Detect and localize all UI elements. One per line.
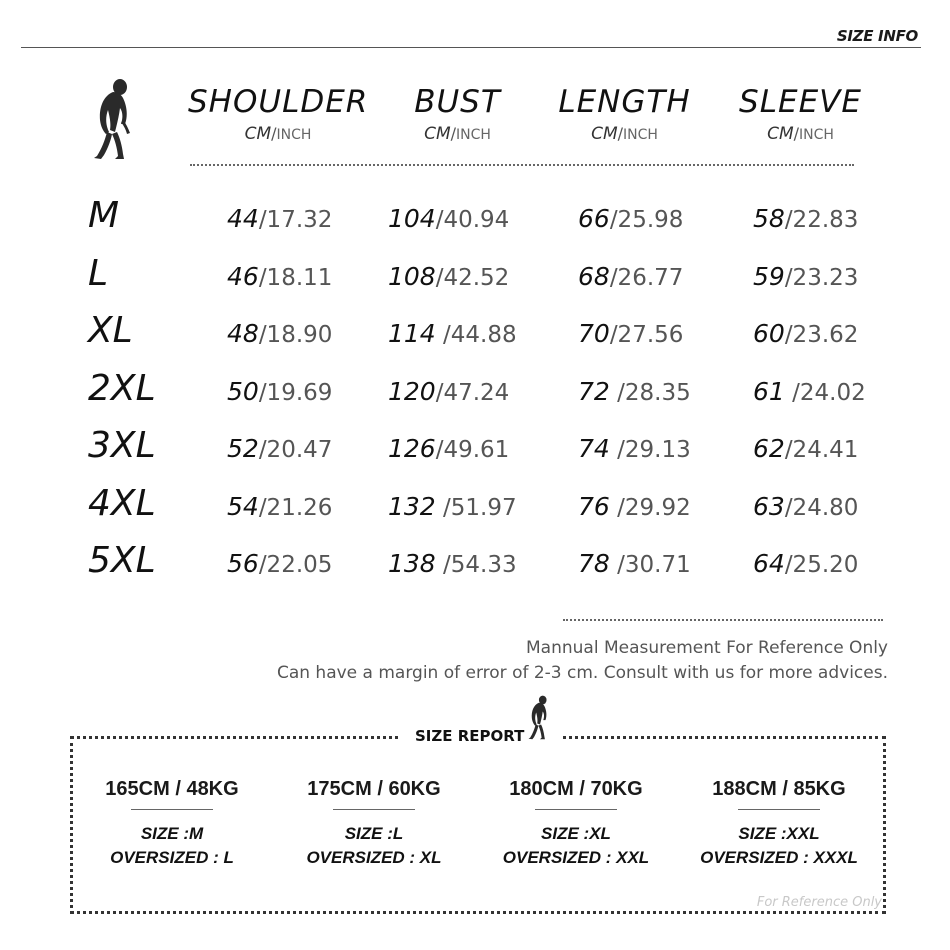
ape-figure-icon xyxy=(93,78,137,162)
cell-sleeve: 64/25.20 xyxy=(753,549,859,578)
size-label: XL xyxy=(88,310,133,351)
oversized-size: OVERSIZED : XL xyxy=(306,848,442,867)
size-report-title: SIZE REPORT xyxy=(415,727,525,745)
column-header-sleeve xyxy=(728,84,873,144)
underline xyxy=(131,809,213,810)
column-name: SLEEVE xyxy=(739,84,862,120)
size-label: M xyxy=(88,195,120,236)
height-weight: 188CM / 85KG xyxy=(712,778,846,800)
size-report-item xyxy=(684,778,874,870)
size-report-item xyxy=(279,778,469,870)
recommended-size: SIZE :XL xyxy=(541,824,611,843)
measurement-note: Mannual Measurement For Reference Only xyxy=(526,638,888,658)
ape-figure-icon xyxy=(528,694,552,742)
cell-length: 74 /29.13 xyxy=(578,434,691,463)
cell-shoulder: 56/22.05 xyxy=(227,549,333,578)
column-header-length xyxy=(552,84,697,144)
cell-sleeve: 60/23.62 xyxy=(753,319,859,348)
cell-length: 66/25.98 xyxy=(578,204,684,233)
cell-bust: 104/40.94 xyxy=(388,204,510,233)
oversized-size: OVERSIZED : XXXL xyxy=(700,848,858,867)
reference-footnote: For Reference Only xyxy=(756,895,882,910)
size-label: 2XL xyxy=(88,368,156,409)
cell-bust: 120/47.24 xyxy=(388,377,510,406)
column-unit: CM/INCH xyxy=(244,124,312,144)
cell-length: 72 /28.35 xyxy=(578,377,691,406)
underline xyxy=(738,809,820,810)
oversized-size: OVERSIZED : L xyxy=(110,848,234,867)
cell-bust: 108/42.52 xyxy=(388,262,510,291)
recommended-size: SIZE :XXL xyxy=(738,824,820,843)
column-name: SHOULDER xyxy=(188,84,369,120)
underline xyxy=(333,809,415,810)
size-report-item xyxy=(77,778,267,870)
cell-bust: 138 /54.33 xyxy=(388,549,517,578)
margin-of-error-note: Can have a margin of error of 2-3 cm. Consult with us for more advices. xyxy=(276,663,888,683)
underline xyxy=(535,809,617,810)
cell-sleeve: 59/23.23 xyxy=(753,262,859,291)
header-dotted-divider xyxy=(190,164,854,166)
height-weight: 180CM / 70KG xyxy=(509,778,643,800)
cell-length: 78 /30.71 xyxy=(578,549,691,578)
cell-shoulder: 44/17.32 xyxy=(227,204,333,233)
size-label: 4XL xyxy=(88,483,156,524)
cell-bust: 126/49.61 xyxy=(388,434,510,463)
notes-dotted-divider xyxy=(563,619,883,621)
cell-shoulder: 48/18.90 xyxy=(227,319,333,348)
column-unit: CM/INCH xyxy=(767,124,834,144)
size-info-title: SIZE INFO xyxy=(836,27,918,45)
column-name: BUST xyxy=(414,84,501,120)
cell-sleeve: 63/24.80 xyxy=(753,492,859,521)
column-header-shoulder xyxy=(188,84,368,144)
size-label: 3XL xyxy=(88,425,156,466)
cell-shoulder: 50/19.69 xyxy=(227,377,333,406)
cell-sleeve: 62/24.41 xyxy=(753,434,859,463)
cell-length: 68/26.77 xyxy=(578,262,684,291)
cell-bust: 114 /44.88 xyxy=(388,319,517,348)
cell-shoulder: 46/18.11 xyxy=(227,262,333,291)
size-label: L xyxy=(88,253,109,294)
column-unit: CM/INCH xyxy=(591,124,658,144)
oversized-size: OVERSIZED : XXL xyxy=(502,848,650,867)
recommended-size: SIZE :M xyxy=(140,824,204,843)
height-weight: 175CM / 60KG xyxy=(307,778,441,800)
column-unit: CM/INCH xyxy=(424,124,491,144)
cell-sleeve: 58/22.83 xyxy=(753,204,859,233)
cell-bust: 132 /51.97 xyxy=(388,492,517,521)
size-report-item xyxy=(481,778,671,870)
height-weight: 165CM / 48KG xyxy=(105,778,239,800)
cell-shoulder: 54/21.26 xyxy=(227,492,333,521)
recommended-size: SIZE :L xyxy=(344,824,404,843)
header-divider xyxy=(21,47,921,48)
cell-length: 76 /29.92 xyxy=(578,492,691,521)
cell-sleeve: 61 /24.02 xyxy=(753,377,866,406)
column-header-bust xyxy=(385,84,530,144)
column-name: LENGTH xyxy=(558,84,691,120)
cell-length: 70/27.56 xyxy=(578,319,684,348)
cell-shoulder: 52/20.47 xyxy=(227,434,333,463)
size-label: 5XL xyxy=(88,540,156,581)
